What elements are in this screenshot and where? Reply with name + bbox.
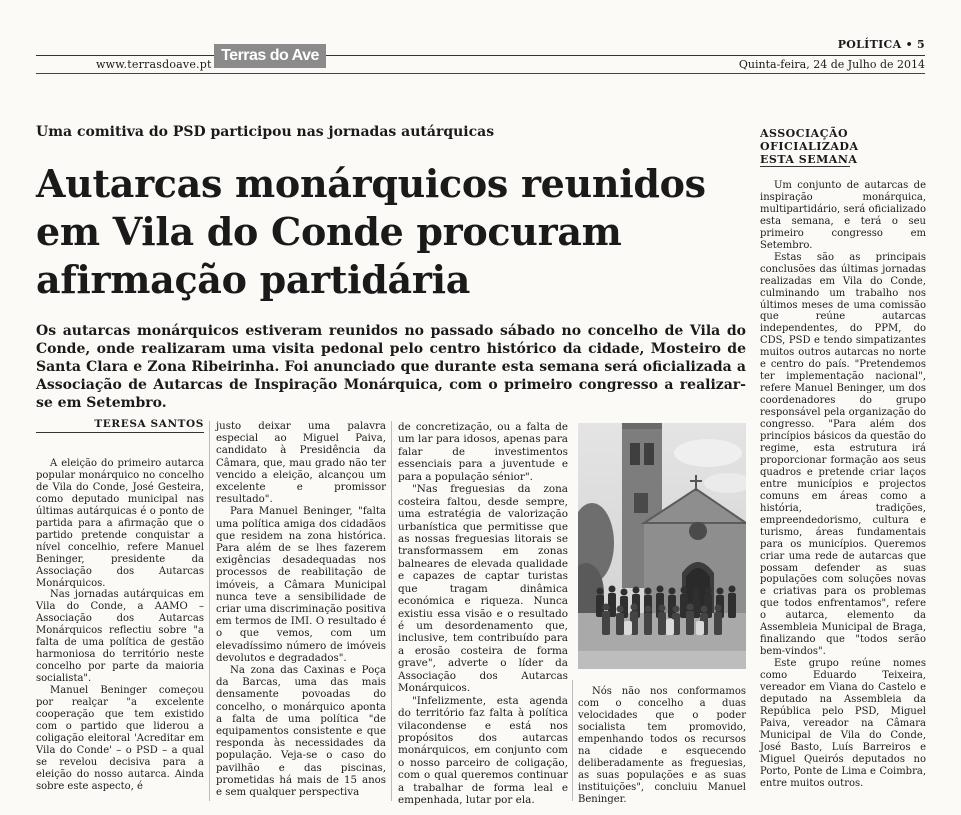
paragraph: "Infelizmente, esta agenda do território faz falta à política vilacondense e está nos propósitos dos autarcas monárquicos, em conjunto com o nosso parceiro de coligação, com o qual queremos continuar a trabalhar de forma leal e empenhada, lutar por ela. [398,694,568,807]
site-url[interactable]: www.terrasdoave.pt [96,58,212,71]
article-lead: Os autarcas monárquicos estiveram reunidos no passado sábado no concelho de Vila do Conde, onde realizaram uma visita pedonal pelo centro histórico da cidade, Mosteiro de Santa Clara e Zona Ribeirinha. Foi anunciado que durante esta semana será oficializada a Associação de Autarcas de Inspiração Monárquica, com o primeiro congresso a realizar-se em Setembro. [36,323,746,411]
newspaper-logo: Terras do Ave [214,44,326,68]
paragraph: de concretização, ou a falta de um lar para idosos, apenas para falar de investimentos essenciais para a juventude e para a população sénior". [398,421,568,483]
issue-date: Quinta-feira, 24 de Julho de 2014 [738,58,925,71]
church-group-photo [578,423,746,669]
paragraph: Para Manuel Beninger, "falta uma política amiga dos cidadãos que residem na zona histórica. Para além de se lhes fazerem exigências desadequadas nos processos de reabilitação de imóveis, a Câmara Municipal nunca teve a sensibilidade de criar uma discriminação positiva em termos de IMI. O resultado é o que vemos, com um elevadíssimo número de imóveis devolutos e degradados". [216,506,386,664]
paragraph: A eleição do primeiro autarca popular monárquico no concelho de Vila do Conde, José Gesteira, como deputado municipal nas últimas autárquicas é o ponto de partida para a afirmação que o partido pretende conquistar a nível concelhio, refere Manuel Beninger, presidente da Associação dos Autarcas Monárquicos. [36,458,204,589]
article-column-4 [578,686,746,806]
header-rule [36,55,925,56]
paragraph: Um conjunto de autarcas de inspiração monárquica, multipartidário, será oficializado esta semana, e terá o seu primeiro congresso em Setembro. [760,180,926,251]
sidebar-column [760,180,926,790]
article-kicker: Uma comitiva do PSD participou nas jornadas autárquicas [36,124,495,140]
paragraph: Nas jornadas autárquicas em Vila do Conde, a AAMO – Associação dos Autarcas Monárquicos reflectiu sobre "a falta de uma política de gestão harmoniosa do território neste concelho por parte da maioria socialista". [36,589,204,685]
paragraph: Nós não nos conformamos com o concelho a duas velocidades que o poder socialista tem promovido, empenhando todos os recursos na cidade e esquecendo deliberadamente as freguesias, as suas populações e as suas instituições", concluiu Manuel Beninger. [578,686,746,805]
column-divider [572,680,573,801]
paragraph: Estas são as principais conclusões das últimas jornadas realizadas em Vila do Conde, culminando um trabalho nos últimos meses de uma comissão que reúne autarcas independentes, do PPM, do CDS, PSD e tendo simpatizantes muitos outros autarcas no norte e centro do país. "Pretendemos ter implementação nacional", refere Manuel Beninger, um dos coordenadores do grupo responsável pela organização do congresso. "Para além dos princípios básicos da questão do regime, esta estrutura irá proporcionar formação aos seus quadros e pretende criar laços entre municípios e projectos comuns em áreas como a história, tradições, empreendedorismo, cultura e turismo, áreas fundamentais para os municípios. Queremos criar uma rede de autarcas que possam defender as suas populações com soluções novas e criativas para os problemas que todos enfrentamos", refere o autarca, elemento da Assembleia Municipal de Braga, finalizando que "todos serão bem-vindos". [760,251,926,658]
article-byline: TERESA SANTOS [36,418,204,433]
article-column-3 [398,421,568,807]
paragraph: Manuel Beninger começou por realçar "a excelente cooperação que tem existido com o partido que liderou a coligação eleitoral 'Acreditar em Vila do Conde' – o PSD – a qual se revelou decisiva para a eleição do nosso autarca. Ainda sobre este aspecto, é [36,685,204,792]
article-headline: Autarcas monárquicos reunidos em Vila do Conde procuram afirmação partidária [36,161,706,302]
header-rule-bottom [36,73,925,74]
article-column-1 [36,458,204,793]
article-column-2 [216,421,386,799]
article-photo [578,423,746,669]
paragraph: "Nas freguesias da zona costeira faltou, desde sempre, uma estratégia de valorização urbanística que permitisse que as nossas freguesias litorais se transformassem em zonas balneares de elevada qualidade e capazes de captar turistas que tragam dinâmica económica e riqueza. Nunca existiu essa visão e o resultado é um desordenamento que, inclusive, tem contribuído para a erosão costeira de forma grave", adverte o líder da Associação dos Autarcas Monárquicos. [398,483,568,695]
column-divider [391,421,392,801]
column-divider [209,421,210,801]
paragraph: Na zona das Caxinas e Poça da Barcas, uma das mais densamente povoadas do concelho, o monárquico aponta a falta de uma política "de equipamentos consistente e que responda às necessidades da população. Veja-se o caso do pavilhão e das piscinas, prometidas há mais de 15 anos e sem qualquer perspectiva [216,665,386,799]
paragraph: Este grupo reúne nomes como Eduardo Teixeira, vereador em Viana do Castelo e deputado na Assembleia da República pelo PSD, Miguel Paiva, vereador na Câmara Municipal de Vila do Conde, José Basto, Luís Barreiros e Miguel Queirós deputados no Porto, Ponte de Lima e Coimbra, entre muitos outros. [760,658,926,789]
sidebar-title: ASSOCIAÇÃO OFICIALIZADA ESTA SEMANA [760,127,859,166]
paragraph: justo deixar uma palavra especial ao Miguel Paiva, candidato à Presidência da Câmara, que, mau grado não ter vencido a eleição, alcançou um excelente e promissor resultado". [216,421,386,506]
section-page-label: POLÍTICA • 5 [837,38,925,51]
sidebar-title-rule [760,166,850,167]
